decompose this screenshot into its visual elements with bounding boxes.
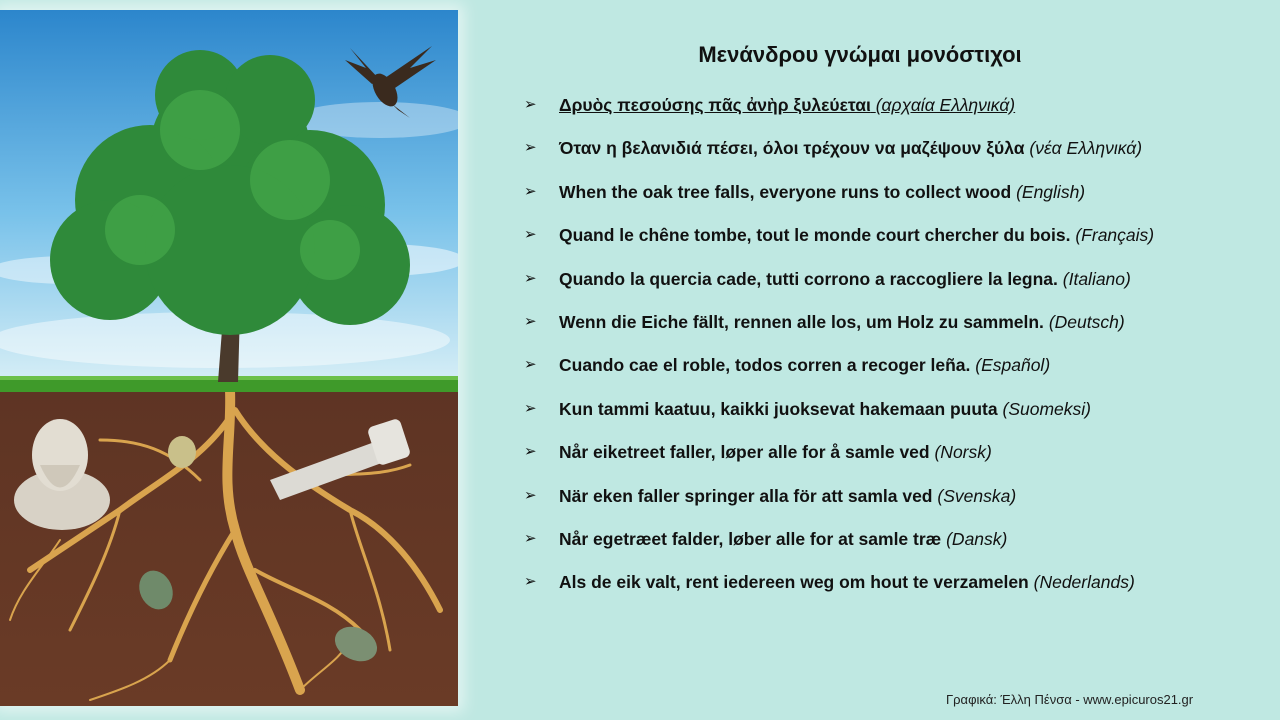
arrow-bullet-icon: ➢: [524, 486, 537, 504]
proverb-text: När eken faller springer alla för att samla ved (Svenska): [559, 485, 1017, 506]
proverb-item: [524, 569, 1264, 612]
arrow-bullet-icon: ➢: [524, 96, 537, 113]
language-label: (Deutsch): [1048, 311, 1125, 332]
language-label: (English): [1016, 181, 1086, 202]
language-label: (Suomeksi): [1002, 398, 1091, 419]
proverb-list: [524, 92, 1264, 613]
proverb-item: [524, 179, 1264, 222]
proverb-text: Cuando cae el roble, todos corren a recoger leña. (Español): [559, 355, 1051, 376]
proverb-item: [524, 266, 1264, 309]
arrow-bullet-icon: ➢: [524, 356, 537, 374]
proverb-text: Når egetræet falder, løber alle for at samle træ (Dansk): [559, 528, 1008, 549]
arrow-bullet-icon: ➢: [524, 529, 537, 547]
arrow-bullet-icon: ➢: [524, 573, 537, 591]
proverb-text: Quand le chêne tombe, tout le monde court chercher du bois. (Français): [559, 225, 1155, 246]
slide-title: Μενάνδρου γνώμαι μονόστιχοι: [698, 42, 1022, 67]
proverb-item: [524, 92, 1264, 135]
proverb-item: [524, 396, 1264, 439]
credit-line: Γραφικά: Έλλη Πένσα - www.epicuros21.gr: [946, 692, 1194, 707]
arrow-bullet-icon: ➢: [524, 443, 537, 461]
proverb-text: When the oak tree falls, everyone runs to collect wood (English): [559, 181, 1086, 202]
proverb-text: Når eiketreet faller, løper alle for å samle ved (Norsk): [559, 442, 992, 463]
pot-icon: [168, 436, 196, 468]
proverb-text: Als de eik valt, rent iedereen weg om hout te verzamelen (Nederlands): [559, 572, 1135, 593]
proverb-item: [524, 309, 1264, 352]
proverb-text: Wenn die Eiche fällt, rennen alle los, um Holz zu sammeln. (Deutsch): [559, 311, 1125, 332]
arrow-bullet-icon: ➢: [524, 312, 537, 330]
proverb-item: [524, 352, 1264, 395]
arrow-bullet-icon: ➢: [524, 399, 537, 417]
language-label: (Italiano): [1062, 268, 1131, 289]
language-label: (Français): [1075, 225, 1155, 246]
language-label: (Svenska): [937, 485, 1017, 506]
arrow-bullet-icon: ➢: [524, 269, 537, 287]
language-label: (αρχαία Ελληνικά): [875, 95, 1016, 115]
arrow-bullet-icon: ➢: [524, 182, 537, 200]
language-label: (Norsk): [934, 442, 992, 463]
proverb-text: Quando la quercia cade, tutti corrono a raccogliere la legna. (Italiano): [559, 268, 1131, 289]
proverb-item: [524, 135, 1264, 178]
proverb-item: [524, 222, 1264, 265]
arrow-bullet-icon: ➢: [524, 226, 537, 244]
language-label: (νέα Ελληνικά): [1029, 138, 1143, 159]
oak-tree-illustration: [0, 10, 458, 706]
proverb-item: [524, 526, 1264, 569]
proverb-item: [524, 483, 1264, 526]
language-label: (Español): [975, 355, 1051, 376]
language-label: (Nederlands): [1033, 572, 1135, 593]
proverb-text: Δρυὸς πεσούσης πᾶς ἀνὴρ ξυλεύεται (αρχαία Ελληνικά): [559, 95, 1016, 115]
proverb-item: [524, 439, 1264, 482]
proverb-text: Kun tammi kaatuu, kaikki juoksevat hakemaan puuta (Suomeksi): [559, 398, 1091, 419]
language-label: (Dansk): [946, 528, 1008, 549]
proverb-text: Όταν η βελανιδιά πέσει, όλοι τρέχουν να μαζέψουν ξύλα (νέα Ελληνικά): [559, 138, 1143, 159]
arrow-bullet-icon: ➢: [524, 139, 537, 157]
